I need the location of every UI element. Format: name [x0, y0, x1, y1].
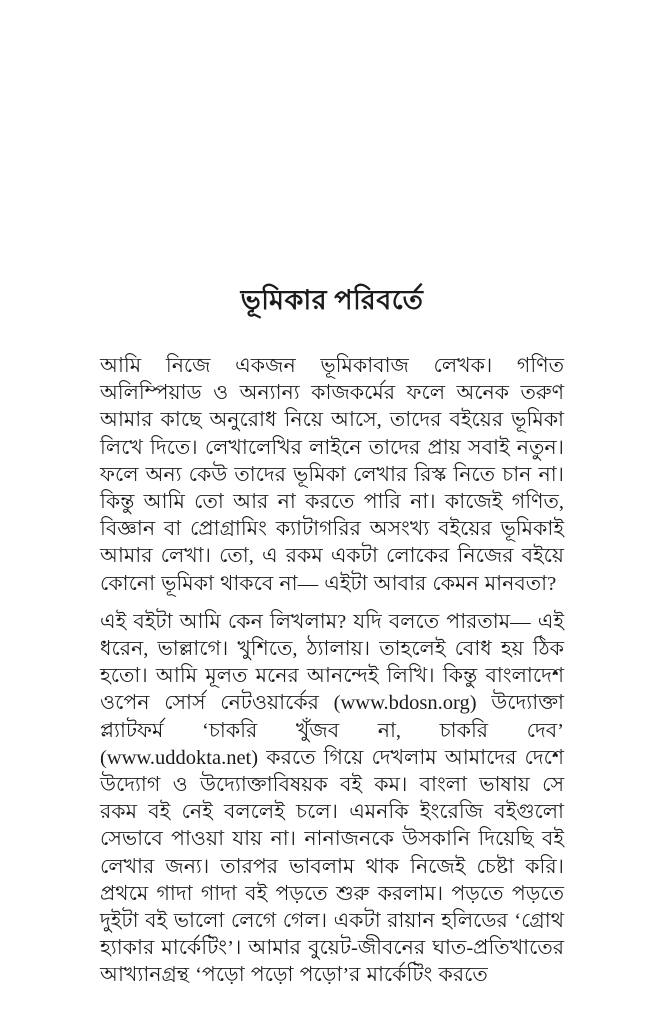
body-paragraph: আমি নিজে একজন ভূমিকাবাজ লেখক। গণিত অলিম্পিয়াড ও অন্যান্য কাজকর্মের ফলে অনেক তরুণ আমার কাছে অনুরোধ নিয়ে আসে, তাদের বইয়ের ভূমিকা লিখে দিতে। লেখালেখির লাইনে তাদের প্রায় সবাই নতুন। ফলে অন্য কেউ তাদের ভূমিকা লেখার রিস্ক নিতে চান না। কিন্তু আমি তো আর না করতে পারি না। কাজেই গণিত, বিজ্ঞান বা প্রোগ্রামিং ক্যাটাগরির অসংখ্য বইয়ের ভূমিকাই আমার লেখা। তো, এ রকম একটা লোকের নিজের বইয়ে কোনো ভূমিকা থাকবে না— এইটা আবার কেমন মানবতা? [100, 355, 564, 595]
page-text-block [100, 284, 564, 990]
body-paragraph: এই বইটা আমি কেন লিখলাম? যদি বলতে পারতাম— এই ধরেন, ভাল্লাগে। খুশিতে, ঠ্যালায়। তাহলেই বোধ হয় ঠিক হতো। আমি মূলত মনের আনন্দেই লিখি। কিন্তু বাংলাদেশ ওপেন সোর্স নেটওয়ার্কের (www.bdosn.org) উদ্যোক্তা প্ল্যাটফর্ম ‘চাকরি খুঁজব না, চাকরি দেব’ (www.uddokta.net) করতে গিয়ে দেখলাম আমাদের দেশে উদ্যোগ ও উদ্যোক্তাবিষয়ক বই কম। বাংলা ভাষায় সে রকম বই নেই বললেই চলে। এমনকি ইংরেজি বইগুলো সেভাবে পাওয়া যায় না। নানাজনকে উসকানি দিয়েছি বই লেখার জন্য। তারপর ভাবলাম থাক নিজেই চেষ্টা করি। প্রথমে গাদা গাদা বই পড়তে শুরু করলাম। পড়তে পড়তে দুইটা বই ভালো লেগে গেল। একটা রায়ান হলিডের ‘গ্রোথ হ্যাকার মার্কেটিং’। আমার বুয়েট-জীবনের ঘাত-প্রতিখাতের আখ্যানগ্রন্থ ‘পড়ো পড়ো পড়ো’র মার্কেটিং করতে [100, 610, 564, 987]
chapter-title: ভূমিকার পরিবর্তে [240, 285, 424, 315]
